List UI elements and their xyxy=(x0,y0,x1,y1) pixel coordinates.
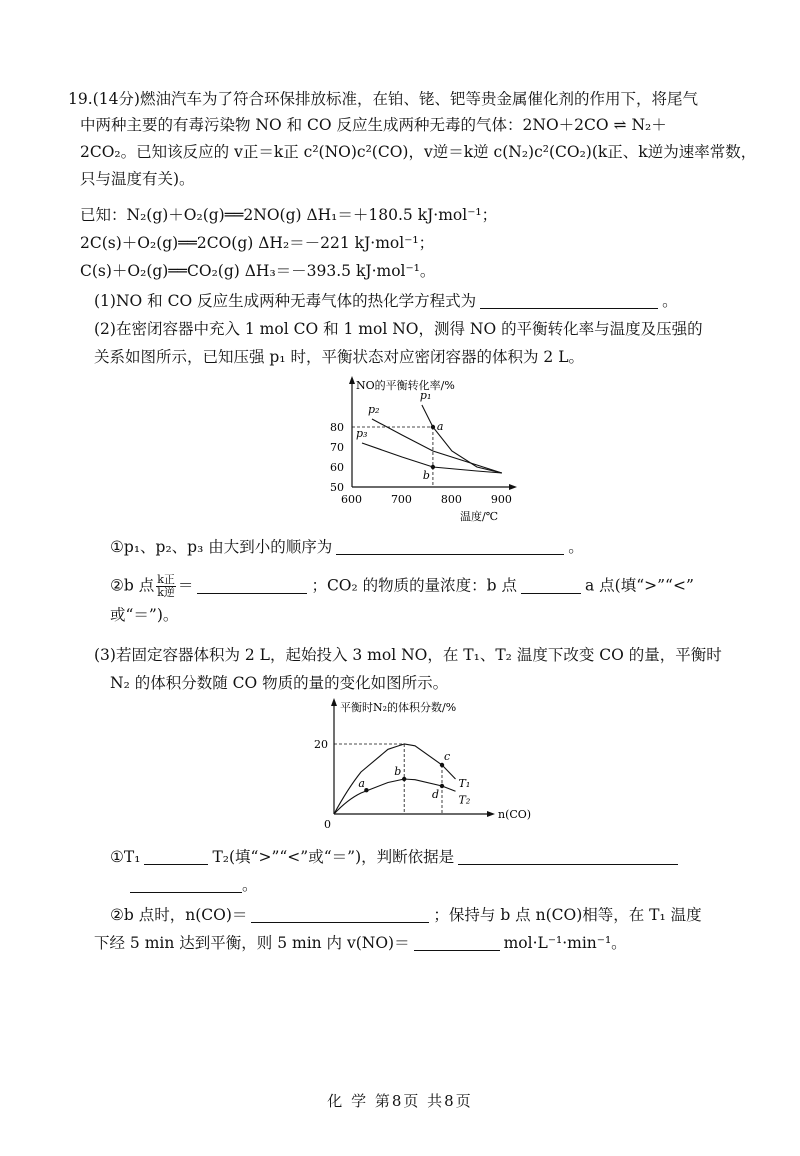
chart1-y-arrow xyxy=(349,376,355,384)
known-equation-1: 已知：N₂(g)＋O₂(g)══2NO(g) ΔH₁＝＋180.5 kJ·mol⁻¹； xyxy=(80,206,498,224)
question-2-b-eq: ＝ xyxy=(177,576,194,595)
answer-blank-1[interactable] xyxy=(480,292,658,309)
question-3-b-2pre: 下经 5 min 达到平衡，则 5 min 内 v(NO)＝ xyxy=(94,934,410,952)
answer-blank-2b-compare[interactable] xyxy=(521,577,581,594)
chart2-series-line-1 xyxy=(334,744,456,814)
chart1-point-label-a: a xyxy=(436,420,444,433)
chart2-point-c xyxy=(440,763,444,767)
chart2-point-d xyxy=(440,784,444,788)
question-3-a-end: 。 xyxy=(242,876,258,894)
question-3-b-mid: ；保持与 b 点 n(CO)相等，在 T₁ 温度 xyxy=(433,906,702,924)
question-2-b-tail2: 或“＝”)。 xyxy=(110,606,179,624)
question-3-a xyxy=(110,846,800,868)
chart2-point-label-c: c xyxy=(444,750,451,763)
chart1-series-label-2: p₂ xyxy=(367,403,380,416)
answer-blank-3b-rate[interactable] xyxy=(414,934,500,951)
page-footer: 化 学 第8页 共8页 xyxy=(327,1092,473,1110)
answer-blank-3a-compare[interactable] xyxy=(144,848,208,865)
question-2-line-2: 关系如图所示，已知压强 p₁ 时，平衡状态对应密闭容器的体积为 2 L。 xyxy=(94,348,585,366)
question-3-b-pre: ②b 点时，n(CO)＝ xyxy=(110,906,248,924)
chart1-x-tick-900: 900 xyxy=(490,493,512,506)
question-2-a-end: 。 xyxy=(568,538,584,556)
question-2-b-pre: ②b 点 xyxy=(110,576,155,595)
fraction-numerator: k正 xyxy=(157,573,175,586)
chart1-x-tick-800: 800 xyxy=(440,493,462,506)
question-intro-1: 燃油汽车为了符合环保排放标准，在铂、铑、钯等贵金属催化剂的作用下，将尾气 xyxy=(139,90,698,108)
question-3-a-mid: T₂(填“>”“<”或“＝”)，判断依据是 xyxy=(212,848,455,866)
chart1-series-line-1 xyxy=(422,405,502,473)
question-1-end: 。 xyxy=(662,292,678,310)
chart1-point-a xyxy=(431,425,435,429)
chart1-x-arrow xyxy=(509,484,517,490)
rate-constant-fraction xyxy=(156,574,176,599)
chart1-point-label-b: b xyxy=(422,469,430,482)
chart1-y-tick-80: 80 xyxy=(330,421,344,434)
fraction-denominator: k逆 xyxy=(157,586,175,599)
question-2-line-1: (2)在密闭容器中充入 1 mol CO 和 1 mol NO，测得 NO 的平衡转化率与温度及压强的 xyxy=(94,320,703,338)
question-3-a-pre: ①T₁ xyxy=(110,848,141,866)
chart-no-conversion xyxy=(320,372,520,522)
question-3-b-2end: mol·L⁻¹·min⁻¹。 xyxy=(503,934,627,952)
chart2-series-label-1: T₁ xyxy=(458,777,471,790)
question-19-line-1 xyxy=(68,88,800,110)
chart1-xlabel: 温度/℃ xyxy=(460,510,499,522)
chart2-x-arrow xyxy=(487,811,495,817)
chart1-y-tick-60: 60 xyxy=(330,461,344,474)
known-equation-3: C(s)＋O₂(g)══CO₂(g) ΔH₃＝－393.5 kJ·mol⁻¹。 xyxy=(80,262,436,280)
question-3-line-2: N₂ 的体积分数随 CO 物质的量的变化如图所示。 xyxy=(110,674,449,692)
answer-blank-3a-reason[interactable] xyxy=(458,848,678,865)
question-number: 19. xyxy=(68,90,93,108)
question-score: (14分) xyxy=(92,90,140,108)
question-3-b-line-2 xyxy=(94,932,800,954)
chart1-x-tick-600: 600 xyxy=(341,493,362,506)
question-2-a-text: ①p₁、p₂、p₃ 由大到小的顺序为 xyxy=(110,538,333,556)
question-1 xyxy=(94,290,800,312)
chart-n2-fraction xyxy=(310,694,540,834)
question-2-b xyxy=(110,574,800,599)
chart2-ylabel: 平衡时N₂的体积分数/% xyxy=(340,701,457,714)
chart1-series-label-1: p₁ xyxy=(419,389,432,402)
chart1-series-label-3: p₃ xyxy=(355,427,368,440)
question-2-b-tail: a 点(填“>”“<” xyxy=(585,576,694,595)
chart1-y-tick-70: 70 xyxy=(330,441,344,454)
chart2-point-label-d: d xyxy=(432,788,440,801)
chart1-x-tick-700: 700 xyxy=(390,493,412,506)
chart2-xlabel: n(CO) xyxy=(498,808,532,821)
question-intro-3: 2CO₂。已知该反应的 v正＝k正 c²(NO)c²(CO)，v逆＝k逆 c(N₂)c²(CO₂)(k正、k逆为速率常数， xyxy=(80,143,757,161)
answer-blank-2a[interactable] xyxy=(336,538,564,555)
question-1-text: (1)NO 和 CO 反应生成两种无毒气体的热化学方程式为 xyxy=(94,292,477,310)
chart1-ylabel: NO的平衡转化率/% xyxy=(356,379,455,392)
chart2-point-label-a: a xyxy=(358,777,365,791)
answer-blank-2b-ratio[interactable] xyxy=(197,577,307,594)
answer-blank-3b-nco[interactable] xyxy=(251,906,429,923)
chart2-y-arrow xyxy=(331,698,337,706)
chart1-y-tick-50: 50 xyxy=(330,481,344,494)
question-3-b xyxy=(110,904,800,926)
chart2-y-tick-20: 20 xyxy=(314,738,328,751)
known-equation-2: 2C(s)＋O₂(g)══2CO(g) ΔH₂＝－221 kJ·mol⁻¹； xyxy=(80,234,435,252)
question-intro-4: 只与温度有关)。 xyxy=(80,170,195,188)
question-2-a xyxy=(110,536,800,558)
chart2-series-label-2: T₂ xyxy=(458,793,471,807)
question-2-b-mid: ；CO₂ 的物质的量浓度：b 点 xyxy=(311,576,517,595)
answer-blank-3a-reason-cont[interactable] xyxy=(130,876,242,893)
question-intro-2: 中两种主要的有毒污染物 NO 和 CO 反应生成两种无毒的气体：2NO＋2CO ⇌ N₂＋ xyxy=(80,116,667,134)
question-3-line-1: (3)若固定容器体积为 2 L，起始投入 3 mol NO，在 T₁、T₂ 温度下改变 CO 的量，平衡时 xyxy=(94,646,722,664)
chart2-point-b xyxy=(402,777,406,781)
question-3-a-line-2 xyxy=(130,874,800,896)
chart1-point-b xyxy=(431,465,435,469)
chart2-point-label-b: b xyxy=(394,765,402,778)
chart2-origin: 0 xyxy=(324,818,331,831)
